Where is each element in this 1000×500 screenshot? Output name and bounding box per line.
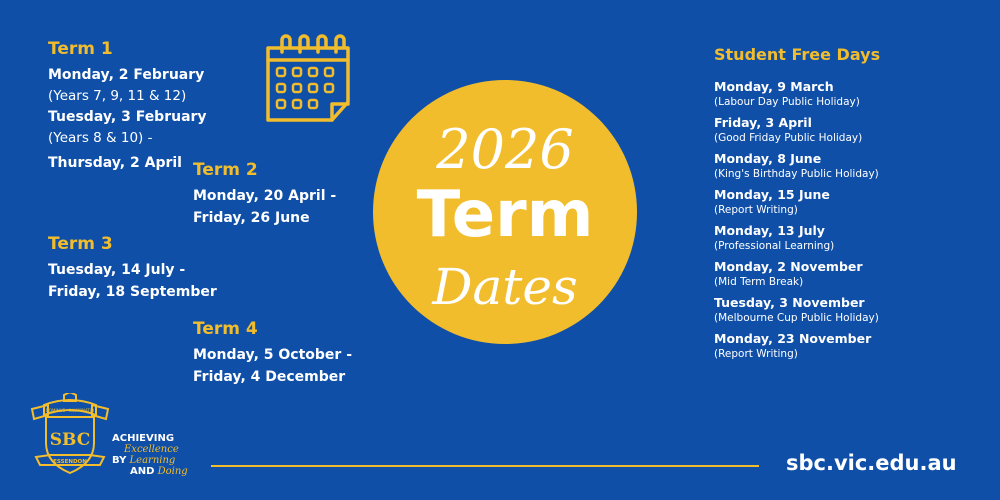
list-item: Monday, 15 June (Report Writing) [714,187,830,216]
tagline-excellence: Excellence [124,444,179,455]
term-2-title: Term 2 [193,160,258,180]
list-item: Tuesday, 3 November (Melbourne Cup Public Holiday) [714,295,879,324]
term-3-start: Tuesday, 14 July - [48,262,186,278]
term-1-start: Monday, 2 February [48,67,205,83]
student-free-days-title: Student Free Days [714,45,881,64]
term-1-second-years: (Years 8 & 10) - [48,130,153,146]
tagline-achieving: ACHIEVING [112,433,175,444]
crest-ribbon-bottom: ESSENDON [53,459,87,465]
list-item: Monday, 8 June (King's Birthday Public Holiday) [714,151,879,180]
term-4-end: Friday, 4 December [193,369,346,385]
list-item: Monday, 9 March (Labour Day Public Holiday) [714,79,860,108]
crest-ribbon-top: DOMINUS · ILLUMINATIO [45,408,95,413]
term-4-start: Monday, 5 October - [193,347,353,363]
footer-divider [211,465,759,467]
term-1-start-years: (Years 7, 9, 11 & 12) [48,88,187,104]
term-1-title: Term 1 [48,39,113,59]
tagline-and: AND [130,466,155,477]
calendar-icon [262,34,356,126]
term-3-block [48,233,217,303]
headline-circle [373,80,637,344]
headline-term: Term [416,178,594,252]
term-2-block [193,159,336,229]
term-1-end: Thursday, 2 April [48,155,182,171]
term-4-block [193,318,352,388]
term-2-end: Friday, 26 June [193,210,310,226]
school-crest-icon [30,393,110,479]
term-4-title: Term 4 [193,319,258,339]
term-1-second-start: Tuesday, 3 February [48,109,207,125]
headline-dates: Dates [432,258,578,316]
tagline-learning: Learning [129,455,176,466]
student-free-days-list [714,79,879,367]
school-tagline [112,433,188,477]
crest-initials: SBC [49,430,91,450]
term-1-block [48,38,207,174]
website-url: sbc.vic.edu.au [786,451,957,475]
term-3-end: Friday, 18 September [48,284,217,300]
term-3-title: Term 3 [48,234,113,254]
list-item: Monday, 2 November (Mid Term Break) [714,259,863,288]
tagline-doing: Doing [157,466,188,477]
list-item: Monday, 13 July (Professional Learning) [714,223,835,252]
list-item: Monday, 23 November (Report Writing) [714,331,872,360]
list-item: Friday, 3 April (Good Friday Public Holiday) [714,115,863,144]
headline-year: 2026 [436,118,574,181]
tagline-by: BY [112,455,127,466]
term-2-start: Monday, 20 April - [193,188,337,204]
